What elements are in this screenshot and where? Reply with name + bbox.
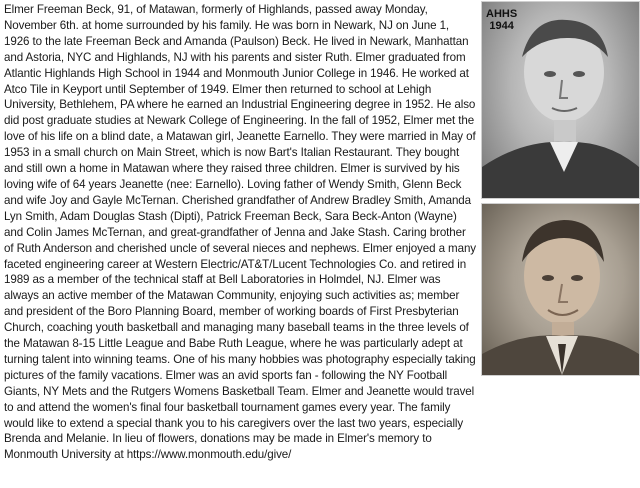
yearbook-caption xyxy=(486,8,517,32)
adult-portrait-image xyxy=(482,204,639,375)
yearbook-caption-year: 1944 xyxy=(489,20,514,32)
obituary-text: Elmer Freeman Beck, 91, of Matawan, formerly of Highlands, passed away Monday, November 6th. at home surrounded by his family. He was born in Newark, NJ on June 1, 1926 to the late Freeman Beck and Amanda (Paulson) Beck. He lived in Newark, Manhattan and Astoria, NYC and Highlands, NJ with his parents and sister Ruth. Elmer graduated from Atlantic Highlands High School in 1944 and Monmouth Junior College in 1946. He worked at Atco Tile in Keyport until September of 1949. Elmer then returned to school at Lehigh University, Bethlehem, PA where he earned an Industrial Engineering degree in 1952. He also did post graduate studies at Newark College of Engineering. In the fall of 1952, Elmer met the love of his life on a blind date, a Matawan girl, Jeanette Earnello. They were married in May of 1953 in a small church on Main Street, which is now Bart's Italian Restaurant. They bought and still own a home in Matawan where they raised three children. Elmer is survived by his loving wife of 64 years Jeanette (nee: Earnello). Loving father of Wendy Smith, Glenn Beck and wife Joy and Gayle McTernan. Cherished grandfather of Andrew Bradley Smith, Amanda Lyn Smith, Adam Douglas Stash (Dipti), Patrick Freeman Beck, Sara Beck-Anton (Wayne) and Colin James McTernan, and great-grandfather of Jenna and Jake Stash. Caring brother of Ruth Anderson and cherished uncle of several nieces and nephews. Elmer enjoyed a many faceted engineering career at Western Electric/AT&T/Lucent Technologies Co. and retired in 1989 as a member of the technical staff at Bell Laboratories in Holmdel, NJ. Elmer was always an active member of the Matawan Community, enjoying such activities as; member and president of the Boro Planning Board, member of working boards of First Presbyterian Church, coaching youth basketball and managing many baseball teams in the three levels of the Matawan 8-15 Little League and Babe Ruth League, where he was particularly adept at turning talent into winning teams. One of his many hobbies was photography especially taking pictures of the family vacations. Elmer was an avid sports fan - following the NY Football Giants, NY Mets and the Rutgers Womens Basketball Team. Elmer and Jeanette would travel to and attend the women's final four basketball tournament games every year. The family would like to extend a special thank you to his caregivers over the last two years, especially Brenda and Melanie. In lieu of flowers, donations may be made in Elmer's memory to Monmouth University at https://www.monmouth.edu/give/ xyxy=(4,3,476,462)
adult-portrait-photo xyxy=(481,203,640,376)
yearbook-caption-school: AHHS xyxy=(486,8,518,20)
yearbook-photo xyxy=(481,1,640,199)
